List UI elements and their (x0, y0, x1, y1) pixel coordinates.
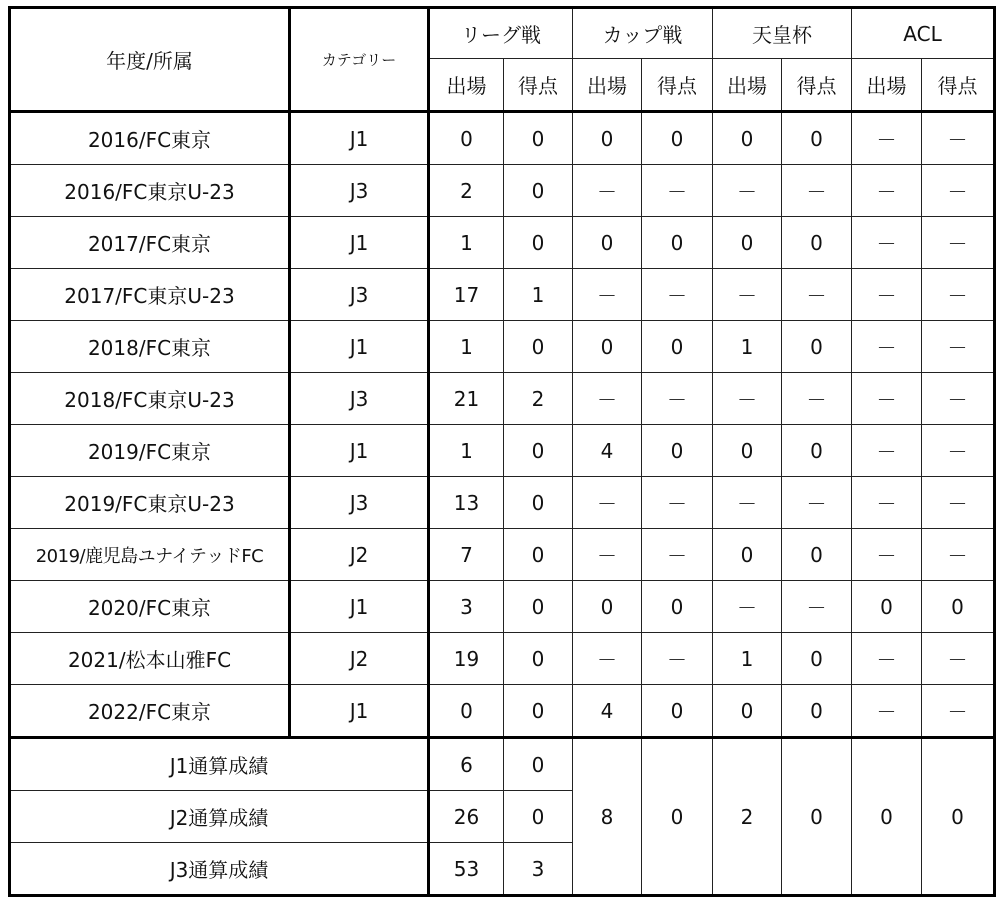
league-goals-header: 得点 (504, 59, 573, 112)
emperor-goals-cell: 0 (782, 112, 852, 165)
emperor-apps-header: 出場 (713, 59, 782, 112)
emperor-goals-cell: 0 (782, 529, 852, 581)
emperor-goals-cell: 0 (782, 217, 852, 269)
emperor-goals-cell: － (782, 581, 852, 633)
career-stats-table (8, 6, 996, 897)
cup-goals-cell: － (642, 269, 713, 321)
emperor-apps-cell: 0 (713, 529, 782, 581)
cup-apps-cell: 0 (573, 217, 642, 269)
acl-apps-cell: － (852, 373, 922, 425)
season-cell: 2019/FC東京U-23 (10, 477, 290, 529)
league-goals-cell: 0 (504, 321, 573, 373)
league-goals-cell: 2 (504, 373, 573, 425)
season-cell: 2016/FC東京 (10, 112, 290, 165)
cup-goals-cell: － (642, 529, 713, 581)
emperor-apps-cell: 0 (713, 112, 782, 165)
season-cell: 2021/松本山雅FC (10, 633, 290, 685)
header-row-groups (10, 8, 995, 59)
table-row (10, 321, 995, 373)
league-apps-cell: 21 (429, 373, 504, 425)
league-goals-cell: 1 (504, 269, 573, 321)
category-cell: J1 (290, 685, 429, 738)
season-cell: 2022/FC東京 (10, 685, 290, 738)
cup-apps-cell: 0 (573, 112, 642, 165)
league-apps-cell: 0 (429, 685, 504, 738)
emperor-apps-cell: 1 (713, 321, 782, 373)
table-row (10, 425, 995, 477)
emperor-apps-cell: 0 (713, 685, 782, 738)
league-apps-header: 出場 (429, 59, 504, 112)
league-goals-cell: 0 (504, 112, 573, 165)
category-cell: J3 (290, 477, 429, 529)
total-league-goals: 0 (504, 791, 573, 843)
emperor-goals-cell: 0 (782, 321, 852, 373)
table-row (10, 217, 995, 269)
emperor-goals-cell: － (782, 165, 852, 217)
emperor-goals-cell: 0 (782, 685, 852, 738)
category-cell: J3 (290, 165, 429, 217)
acl-apps-header: 出場 (852, 59, 922, 112)
cup-apps-cell: － (573, 529, 642, 581)
acl-apps-cell: － (852, 321, 922, 373)
emperor-goals-cell: － (782, 269, 852, 321)
acl-apps-cell: － (852, 165, 922, 217)
league-apps-cell: 7 (429, 529, 504, 581)
cup-goals-cell: 0 (642, 685, 713, 738)
season-cell: 2018/FC東京U-23 (10, 373, 290, 425)
league-apps-cell: 1 (429, 321, 504, 373)
table-row (10, 477, 995, 529)
category-cell: J1 (290, 217, 429, 269)
acl-goals-cell: － (922, 633, 995, 685)
league-apps-cell: 17 (429, 269, 504, 321)
cup-goals-header: 得点 (642, 59, 713, 112)
total-league-goals: 0 (504, 738, 573, 791)
table-row (10, 165, 995, 217)
acl-goals-cell: － (922, 217, 995, 269)
total-cup-goals: 0 (642, 738, 713, 896)
category-column-header: カテゴリー (290, 8, 429, 112)
acl-goals-cell: － (922, 529, 995, 581)
total-league-apps: 53 (429, 843, 504, 896)
acl-apps-cell: － (852, 685, 922, 738)
acl-apps-cell: － (852, 633, 922, 685)
league-goals-cell: 0 (504, 165, 573, 217)
emperor-apps-cell: － (713, 373, 782, 425)
table-row (10, 269, 995, 321)
league-goals-cell: 0 (504, 529, 573, 581)
emperor-apps-cell: － (713, 477, 782, 529)
stats-table-frame (8, 6, 996, 897)
acl-goals-cell: － (922, 165, 995, 217)
league-group-header: リーグ戦 (429, 8, 573, 59)
acl-goals-cell: － (922, 321, 995, 373)
league-apps-cell: 19 (429, 633, 504, 685)
category-cell: J1 (290, 581, 429, 633)
cup-apps-cell: － (573, 165, 642, 217)
cup-apps-header: 出場 (573, 59, 642, 112)
season-cell: 2017/FC東京 (10, 217, 290, 269)
acl-apps-cell: － (852, 217, 922, 269)
league-goals-cell: 0 (504, 685, 573, 738)
season-column-header: 年度/所属 (10, 8, 290, 112)
emperor-goals-cell: － (782, 477, 852, 529)
emperor-apps-cell: 0 (713, 425, 782, 477)
cup-goals-cell: 0 (642, 321, 713, 373)
cup-goals-cell: － (642, 633, 713, 685)
category-cell: J1 (290, 321, 429, 373)
cup-apps-cell: － (573, 373, 642, 425)
season-cell: 2019/FC東京 (10, 425, 290, 477)
cup-goals-cell: － (642, 165, 713, 217)
emperor-goals-header: 得点 (782, 59, 852, 112)
season-cell: 2017/FC東京U-23 (10, 269, 290, 321)
league-goals-cell: 0 (504, 217, 573, 269)
emperor-goals-cell: － (782, 373, 852, 425)
total-row-j1 (10, 738, 995, 791)
table-row (10, 581, 995, 633)
league-apps-cell: 13 (429, 477, 504, 529)
cup-goals-cell: 0 (642, 112, 713, 165)
emperor-apps-cell: 0 (713, 217, 782, 269)
cup-goals-cell: 0 (642, 217, 713, 269)
category-cell: J3 (290, 373, 429, 425)
table-row (10, 112, 995, 165)
acl-apps-cell: － (852, 425, 922, 477)
acl-goals-cell: － (922, 477, 995, 529)
emperor-goals-cell: 0 (782, 425, 852, 477)
emperor-cup-group-header: 天皇杯 (713, 8, 852, 59)
cup-apps-cell: 0 (573, 581, 642, 633)
cup-goals-cell: 0 (642, 425, 713, 477)
emperor-apps-cell: － (713, 581, 782, 633)
league-apps-cell: 1 (429, 425, 504, 477)
emperor-apps-cell: － (713, 165, 782, 217)
acl-goals-cell: － (922, 269, 995, 321)
total-acl-goals: 0 (922, 738, 995, 896)
category-cell: J3 (290, 269, 429, 321)
league-apps-cell: 1 (429, 217, 504, 269)
acl-goals-cell: － (922, 425, 995, 477)
table-row (10, 633, 995, 685)
cup-apps-cell: － (573, 633, 642, 685)
acl-apps-cell: － (852, 269, 922, 321)
total-league-apps: 26 (429, 791, 504, 843)
category-cell: J2 (290, 633, 429, 685)
category-cell: J1 (290, 425, 429, 477)
cup-group-header: カップ戦 (573, 8, 713, 59)
table-row (10, 373, 995, 425)
acl-group-header: ACL (852, 8, 995, 59)
total-label: J2通算成績 (10, 791, 429, 843)
total-emperor-apps: 2 (713, 738, 782, 896)
season-cell: 2016/FC東京U-23 (10, 165, 290, 217)
acl-apps-cell: － (852, 112, 922, 165)
total-emperor-goals: 0 (782, 738, 852, 896)
cup-goals-cell: － (642, 373, 713, 425)
total-league-apps: 6 (429, 738, 504, 791)
cup-goals-cell: 0 (642, 581, 713, 633)
season-cell: 2019/鹿児島ユナイテッドFC (10, 529, 290, 581)
cup-apps-cell: 0 (573, 321, 642, 373)
season-cell: 2018/FC東京 (10, 321, 290, 373)
league-apps-cell: 3 (429, 581, 504, 633)
cup-apps-cell: 4 (573, 685, 642, 738)
acl-goals-cell: － (922, 112, 995, 165)
league-goals-cell: 0 (504, 425, 573, 477)
cup-apps-cell: － (573, 477, 642, 529)
total-label: J3通算成績 (10, 843, 429, 896)
table-row (10, 529, 995, 581)
acl-goals-cell: － (922, 685, 995, 738)
table-row (10, 685, 995, 738)
season-cell: 2020/FC東京 (10, 581, 290, 633)
emperor-goals-cell: 0 (782, 633, 852, 685)
acl-apps-cell: － (852, 477, 922, 529)
total-cup-apps: 8 (573, 738, 642, 896)
league-goals-cell: 0 (504, 633, 573, 685)
cup-apps-cell: 4 (573, 425, 642, 477)
category-cell: J1 (290, 112, 429, 165)
acl-goals-cell: － (922, 373, 995, 425)
acl-apps-cell: － (852, 529, 922, 581)
emperor-apps-cell: 1 (713, 633, 782, 685)
acl-apps-cell: 0 (852, 581, 922, 633)
cup-apps-cell: － (573, 269, 642, 321)
emperor-apps-cell: － (713, 269, 782, 321)
acl-goals-header: 得点 (922, 59, 995, 112)
league-goals-cell: 0 (504, 477, 573, 529)
total-league-goals: 3 (504, 843, 573, 896)
league-goals-cell: 0 (504, 581, 573, 633)
league-apps-cell: 2 (429, 165, 504, 217)
total-label: J1通算成績 (10, 738, 429, 791)
cup-goals-cell: － (642, 477, 713, 529)
acl-goals-cell: 0 (922, 581, 995, 633)
league-apps-cell: 0 (429, 112, 504, 165)
category-cell: J2 (290, 529, 429, 581)
total-acl-apps: 0 (852, 738, 922, 896)
